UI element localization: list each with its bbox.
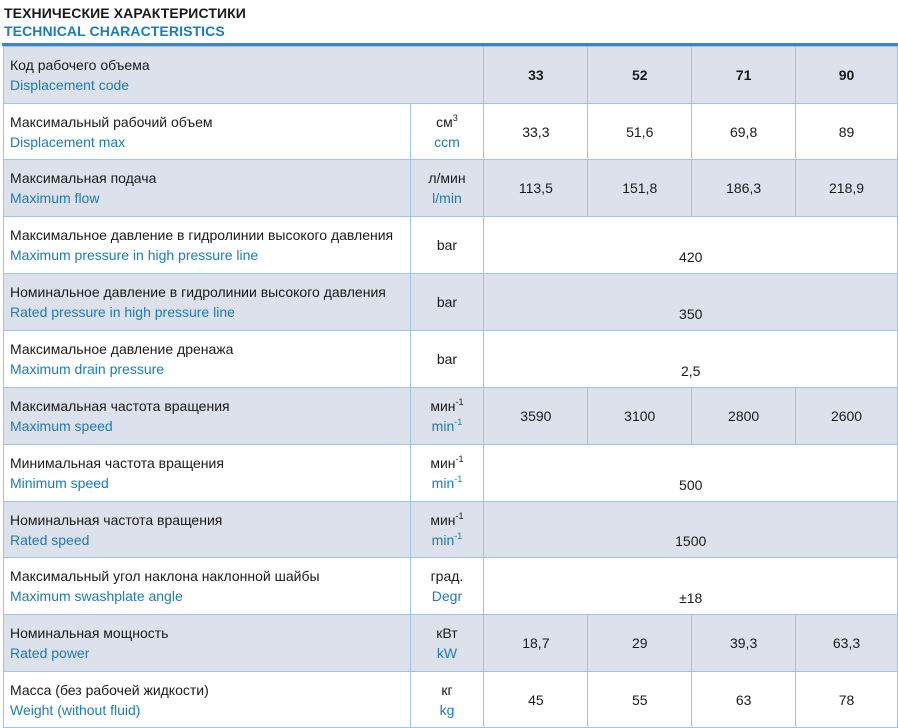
table-row — [4, 502, 898, 558]
header-label-cell — [4, 47, 484, 104]
unit-en — [411, 188, 484, 208]
param-label-en: Minimum speed — [10, 475, 109, 491]
table-row — [4, 558, 898, 615]
unit-en — [411, 700, 484, 720]
param-label-ru: Номинальное давление в гидролинии высокого давления — [10, 284, 386, 300]
unit-ru-text: л/мин — [428, 170, 466, 186]
code-33: 33 — [484, 47, 588, 104]
unit-en-superscript: -1 — [454, 530, 463, 541]
param-cell — [4, 502, 411, 558]
unit-cell — [410, 160, 484, 217]
unit-ru-superscript: -1 — [455, 454, 464, 464]
param-cell — [4, 672, 411, 728]
value-cell: 51,6 — [588, 104, 692, 160]
table-row — [4, 615, 898, 672]
param-label-ru: Максимальный угол наклона наклонной шайбы — [10, 568, 320, 584]
param-label-en: Weight (without fluid) — [10, 701, 141, 718]
value-cell: 18,7 — [484, 615, 588, 672]
param-cell — [4, 388, 411, 445]
unit-ru-text: мин — [430, 455, 456, 471]
value-cell: 2800 — [692, 388, 796, 445]
value-cell: 55 — [588, 672, 692, 728]
param-label-ru: Максимальное давление дренажа — [10, 341, 234, 357]
value-cell: 186,3 — [692, 160, 796, 217]
unit-ru — [411, 566, 484, 586]
unit-en — [411, 473, 484, 493]
param-label-en: Rated speed — [10, 531, 90, 548]
value-cell: 420 — [484, 217, 898, 274]
unit-en — [411, 132, 484, 152]
unit-en-superscript: -1 — [454, 417, 463, 427]
param-cell — [4, 104, 411, 160]
table-row — [4, 672, 898, 728]
unit-en-text: min — [431, 531, 455, 548]
unit-cell — [410, 274, 484, 331]
unit-cell — [410, 331, 484, 388]
unit-cell — [410, 672, 484, 728]
unit-ru — [411, 168, 484, 188]
unit-en-text: min — [431, 418, 455, 434]
param-label-ru: Масса (без рабочей жидкости) — [10, 681, 209, 698]
param-label-ru: Максимальная частота вращения — [10, 398, 230, 414]
unit-en-superscript: -1 — [454, 474, 463, 484]
param-label-ru: Минимальная частота вращения — [10, 455, 224, 471]
value-cell: 63 — [692, 672, 796, 728]
unit-ru — [411, 235, 484, 255]
value-cell: 33,3 — [484, 104, 588, 160]
table-row — [4, 160, 898, 217]
page-subtitle: TECHNICAL CHARACTERISTICS — [4, 23, 225, 39]
unit-ru-superscript: 3 — [452, 112, 458, 123]
unit-ru — [411, 292, 484, 312]
param-label-en: Maximum pressure in high pressure line — [10, 247, 259, 263]
param-label-en: Maximum flow — [10, 190, 100, 206]
value-cell: 45 — [484, 672, 588, 728]
unit-ru-text: град. — [430, 568, 464, 584]
unit-cell — [410, 615, 484, 672]
table-row — [4, 388, 898, 445]
param-label-en: Maximum speed — [10, 418, 113, 434]
unit-ru — [411, 349, 484, 369]
param-cell — [4, 331, 411, 388]
param-cell — [4, 558, 411, 615]
value-cell: 3590 — [484, 388, 588, 445]
unit-cell — [410, 445, 484, 502]
value-cell: 29 — [588, 615, 692, 672]
value-cell: 89 — [796, 104, 898, 160]
unit-ru-superscript: -1 — [455, 510, 464, 521]
value-cell: 3100 — [588, 388, 692, 445]
unit-ru-text: кВт — [436, 625, 458, 641]
unit-cell — [410, 388, 484, 445]
value-cell: 113,5 — [484, 160, 588, 217]
param-label-ru: Максимальный рабочий объем — [10, 113, 213, 130]
unit-ru-text: bar — [436, 294, 458, 310]
param-cell — [4, 160, 411, 217]
spec-table — [3, 46, 898, 728]
value-cell: 39,3 — [692, 615, 796, 672]
value-cell: 78 — [796, 672, 898, 728]
value-cell: 500 — [484, 445, 898, 502]
code-52: 52 — [588, 47, 692, 104]
unit-en — [411, 586, 484, 606]
param-label-en: Maximum drain pressure — [10, 361, 165, 377]
unit-en — [411, 416, 484, 436]
param-cell — [4, 615, 411, 672]
unit-ru-text: мин — [430, 511, 456, 528]
unit-ru-superscript: -1 — [455, 397, 464, 407]
value-cell: 69,8 — [692, 104, 796, 160]
unit-en — [411, 530, 484, 550]
unit-en-text: Degr — [431, 588, 463, 604]
code-71: 71 — [692, 47, 796, 104]
unit-en-text: kW — [436, 645, 458, 661]
value-cell: 151,8 — [588, 160, 692, 217]
unit-en-text: l/min — [432, 190, 462, 206]
unit-ru-text: кг — [441, 681, 453, 698]
unit-cell — [410, 104, 484, 160]
param-label-ru: Номинальная частота вращения — [10, 511, 223, 528]
table-row — [4, 445, 898, 502]
param-cell — [4, 274, 411, 331]
table-row — [4, 217, 898, 274]
unit-ru — [411, 453, 484, 473]
param-label-ru: Номинальная мощность — [10, 625, 169, 641]
value-cell: 63,3 — [796, 615, 898, 672]
param-label-ru: Максимальное давление в гидролинии высокого давления — [10, 227, 394, 243]
value-cell: 2600 — [796, 388, 898, 445]
unit-en-text: min — [431, 475, 455, 491]
table-row — [4, 274, 898, 331]
value-cell: 1500 — [484, 502, 898, 558]
unit-ru — [411, 112, 484, 132]
unit-ru — [411, 623, 484, 643]
param-label-en: Maximum swashplate angle — [10, 588, 183, 604]
param-cell — [4, 217, 411, 274]
unit-ru-text: bar — [436, 237, 458, 253]
param-label-en: Rated pressure in high pressure line — [10, 304, 235, 320]
param-label-ru: Максимальная подача — [10, 170, 157, 186]
unit-ru-text: bar — [436, 351, 458, 367]
unit-cell — [410, 217, 484, 274]
value-cell: ±18 — [484, 558, 898, 615]
unit-cell — [410, 502, 484, 558]
unit-cell — [410, 558, 484, 615]
unit-ru — [411, 396, 484, 416]
header-label-ru: Код рабочего объема — [10, 57, 150, 73]
code-90: 90 — [796, 47, 898, 104]
table-row — [4, 331, 898, 388]
unit-ru — [411, 510, 484, 530]
value-cell: 2,5 — [484, 331, 898, 388]
unit-en-text: ccm — [434, 133, 460, 150]
header-label-en: Displacement code — [10, 77, 130, 93]
unit-ru-text: мин — [430, 398, 456, 414]
unit-ru — [411, 680, 484, 700]
header-row — [4, 47, 898, 104]
unit-ru-text: см — [436, 113, 453, 130]
value-cell: 218,9 — [796, 160, 898, 217]
table-row — [4, 104, 898, 160]
page-title: ТЕХНИЧЕСКИЕ ХАРАКТЕРИСТИКИ — [4, 5, 246, 21]
unit-en — [411, 643, 484, 663]
param-label-en: Rated power — [10, 645, 90, 661]
value-cell: 350 — [484, 274, 898, 331]
param-label-en: Displacement max — [10, 133, 126, 150]
param-cell — [4, 445, 411, 502]
unit-en-text: kg — [439, 701, 455, 718]
